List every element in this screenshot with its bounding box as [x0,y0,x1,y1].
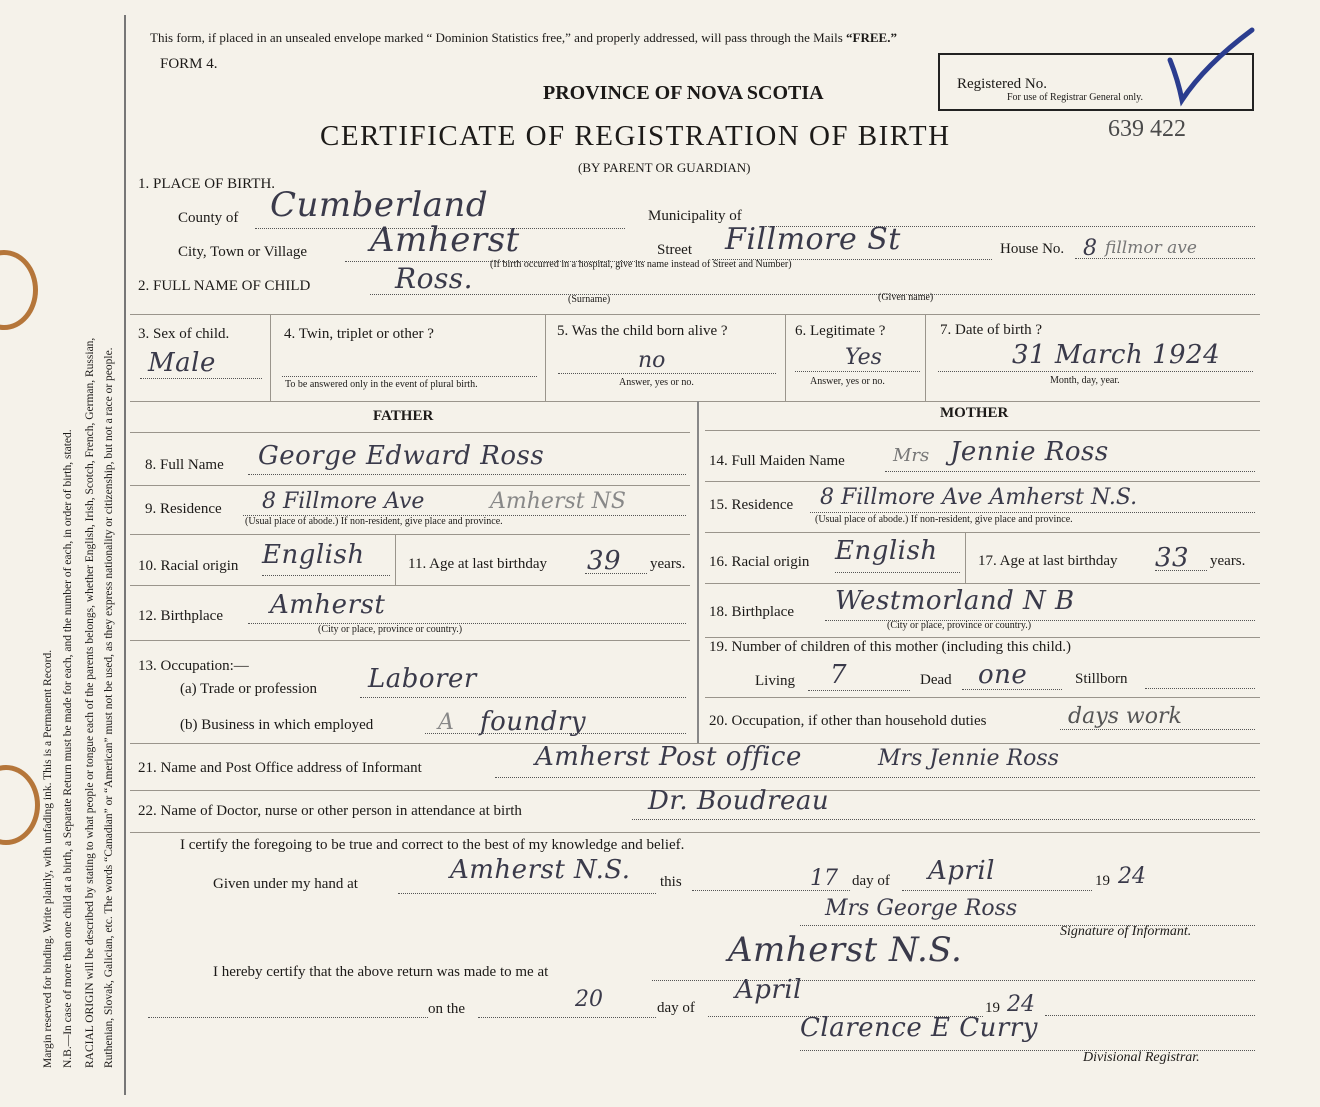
father-race-label: 10. Racial origin [138,558,239,574]
reg-year-prefix: 19 [985,1000,1000,1016]
city-label: City, Town or Village [178,244,308,260]
father-trade-label: (a) Trade or profession [180,681,318,697]
mother-name-label: 14. Full Maiden Name [709,453,845,469]
father-age: 39 [587,546,622,576]
dead-label: Dead [920,672,952,688]
registrar-label: I hereby certify that the above return was made to me at [213,964,549,980]
children-label: 19. Number of children of this mother (including this child.) [709,639,1072,655]
father-occ-label: 13. Occupation:— [138,658,249,674]
street-label: Street [657,242,692,258]
mother-birthplace-note: (City or place, province or country.) [887,620,1032,631]
reg-year: 24 [1007,992,1035,1017]
sex-label: 3. Sex of child. [138,326,230,342]
informant-label: 21. Name and Post Office address of Informant [138,760,422,776]
mother-birthplace: Westmorland N B [835,586,1075,616]
father-name-label: 8. Full Name [145,457,224,473]
mother-name-prefix: Mrs [893,445,930,466]
father-name: George Edward Ross [258,441,545,471]
father-age-label: 11. Age at last birthday [408,556,547,572]
twin-label: 4. Twin, triplet or other ? [284,326,434,342]
mother-name: Jennie Ross [950,437,1109,467]
legit-label: 6. Legitimate ? [795,323,886,339]
on-the-label: on the [428,1001,466,1017]
day-of-label: day of [852,873,890,889]
registrar-signature: Clarence E Curry [800,1013,1038,1043]
father-res-extra: Amherst NS [490,489,626,514]
father-age-unit: years. [650,556,686,572]
child-name-label: 2. FULL NAME OF CHILD [138,278,311,294]
binding-margin-line [124,15,126,1095]
mother-occ: days work [1068,704,1182,729]
informant-place: Amherst Post office [535,742,802,772]
municipality-label: Municipality of [648,208,742,224]
street-value: Fillmore St [725,222,901,257]
binding-hole-bottom [0,765,40,845]
stillborn-label: Stillborn [1075,671,1128,687]
reg-month: April [735,975,802,1005]
house-extra: fillmor ave [1105,238,1197,258]
living-value: 7 [830,660,848,690]
mother-res: 8 Fillmore Ave Amherst N.S. [820,485,1138,510]
page-title: CERTIFICATE OF REGISTRATION OF BIRTH [320,120,951,152]
father-race: English [262,540,365,570]
given-caption: (Given name) [878,292,934,303]
page-subtitle: (BY PARENT OR GUARDIAN) [578,160,751,175]
legit-caption: Answer, yes or no. [810,376,885,387]
sex-value: Male [148,348,216,378]
certify-statement: I certify the foregoing to be true and correct to the best of my knowledge and belief. [180,837,685,853]
check-mark-icon [1160,25,1260,110]
father-biz-label: (b) Business in which employed [180,717,374,733]
twin-note: To be answered only in the event of plural birth. [285,379,478,390]
mother-age: 33 [1155,543,1190,573]
informant-name: Mrs Jennie Ross [878,746,1059,771]
registrar-place: Amherst N.S. [728,930,963,970]
cert-month: April [928,856,995,886]
mother-age-label: 17. Age at last birthday [978,553,1118,569]
alive-value: no [638,348,666,373]
dob-value: 31 March 1924 [1012,340,1221,370]
city-value: Amherst [370,220,520,260]
father-biz-a: A [438,710,454,735]
doctor-value: Dr. Boudreau [648,786,830,816]
mother-heading: MOTHER [940,405,1009,421]
form-number: FORM 4. [160,56,218,72]
mother-res-note: (Usual place of abode.) If non-resident, give place and province. [815,514,1073,525]
binding-hole-top [0,250,38,330]
registered-number: 639 422 [1108,116,1186,142]
province-title: PROVINCE OF NOVA SCOTIA [543,82,824,104]
given-label: Given under my hand at [213,876,358,892]
child-surname: Ross. [395,262,474,295]
given-place: Amherst N.S. [450,855,631,885]
father-res-label: 9. Residence [145,501,222,517]
reg-day-of: day of [657,1000,695,1016]
mother-age-unit: years. [1210,553,1246,569]
registered-note: For use of Registrar General only. [1007,92,1143,103]
sidebar-col2: N.B.—In case of more than one child at a birth, a Separate Return must be made for each, and the number of each, in order of birth, stated. [62,429,74,1068]
sidebar-col4: Ruthenian, Slovak, Galician, etc. The words “Canadian” or “American” must not be used, as they express nationality or citizenship, but not a race or people. [103,347,115,1068]
informant-signature-caption: Signature of Informant. [1060,924,1192,939]
dob-label: 7. Date of birth ? [940,322,1043,338]
dead-value: one [978,660,1028,690]
surname-caption: (Surname) [568,294,611,305]
alive-caption: Answer, yes or no. [619,377,694,388]
father-biz: foundry [480,707,587,737]
informant-signature: Mrs George Ross [825,896,1018,921]
place-label: 1. PLACE OF BIRTH. [138,176,276,192]
father-birthplace-label: 12. Birthplace [138,608,223,624]
registrar-caption: Divisional Registrar. [1083,1050,1200,1065]
mother-race-label: 16. Racial origin [709,554,810,570]
father-res-note: (Usual place of abode.) If non-resident, give place and province. [245,516,503,527]
father-trade: Laborer [368,664,477,694]
registered-label: Registered No. [957,76,1047,92]
legit-value: Yes [845,345,882,370]
doctor-label: 22. Name of Doctor, nurse or other person in attendance at birth [138,803,522,819]
mother-race: English [835,536,938,566]
sidebar-col1: Margin reserved for binding. Write plainly, with unfading ink. This is a Permanent Record. [42,649,54,1068]
father-birthplace: Amherst [270,590,386,620]
house-label: House No. [1000,241,1065,257]
cert-year: 24 [1118,864,1146,889]
father-heading: FATHER [373,408,434,424]
father-res: 8 Fillmore Ave [262,489,425,514]
dob-caption: Month, day, year. [1050,375,1120,386]
cert-year-prefix: 19 [1095,873,1110,889]
alive-label: 5. Was the child born alive ? [557,323,728,339]
reg-day: 20 [575,987,603,1012]
county-label: County of [178,210,239,226]
living-label: Living [755,673,795,689]
mother-birthplace-label: 18. Birthplace [709,604,794,620]
hospital-note: (If birth occurred in a hospital, give its name instead of Street and Number) [490,259,792,270]
cert-day: 17 [810,866,838,891]
county-value: Cumberland [270,185,489,225]
mother-res-label: 15. Residence [709,497,794,513]
mail-notice: This form, if placed in an unsealed envelope marked “ Dominion Statistics free,” and properly addressed, will pass through the Mails “FREE.” [150,30,897,45]
house-value: 8 [1083,236,1097,261]
this-label: this [660,874,682,890]
father-birthplace-note: (City or place, province or country.) [318,624,463,635]
sidebar-col3: RACIAL ORIGIN will be described by stating to what people or tongue each of the parents belongs, whether English, Irish, Scotch, French, German, Russian, [84,337,96,1068]
mother-occ-label: 20. Occupation, if other than household duties [709,713,987,729]
